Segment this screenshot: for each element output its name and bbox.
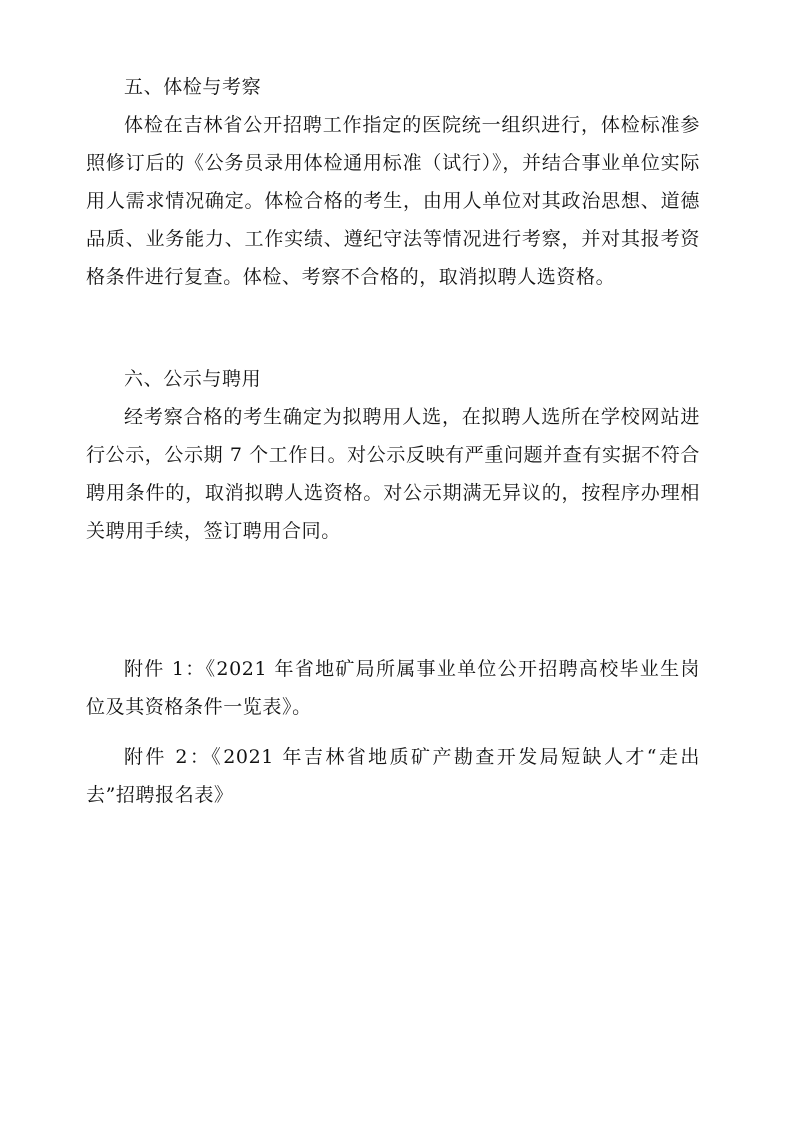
section-five-body: 体检在吉林省公开招聘工作指定的医院统一组织进行，体检标准参照修订后的《公务员录用体检通用标准（试行）》，并结合事业单位实际用人需求情况确定。体检合格的考生，由用人单位对其政治思想、道德品质、业务能力、工作实绩、遵纪守法等情况进行考察，并对其报考资格条件进行复查。体检、考察不合格的，取消拟聘人选资格。 bbox=[86, 114, 700, 288]
section-six-heading: 六、公示与聘用 bbox=[124, 368, 262, 390]
section-six-body: 经考察合格的考生确定为拟聘用人选，在拟聘人选所在学校网站进行公示，公示期 7 个工作日。对公示反映有严重问题并查有实据不符合聘用条件的，取消拟聘人选资格。对公示期满无异议的，按程序办理相关聘用手续，签订聘用合同。 bbox=[86, 406, 700, 542]
attachment-two: 附件 2：《2021 年吉林省地质矿产勘查开发局短缺人才“走出去”招聘报名表》 bbox=[86, 746, 700, 806]
attachment-one: 附件 1：《2021 年省地矿局所属事业单位公开招聘高校毕业生岗位及其资格条件一览表》。 bbox=[86, 658, 700, 718]
section-five-heading: 五、体检与考察 bbox=[124, 76, 262, 98]
